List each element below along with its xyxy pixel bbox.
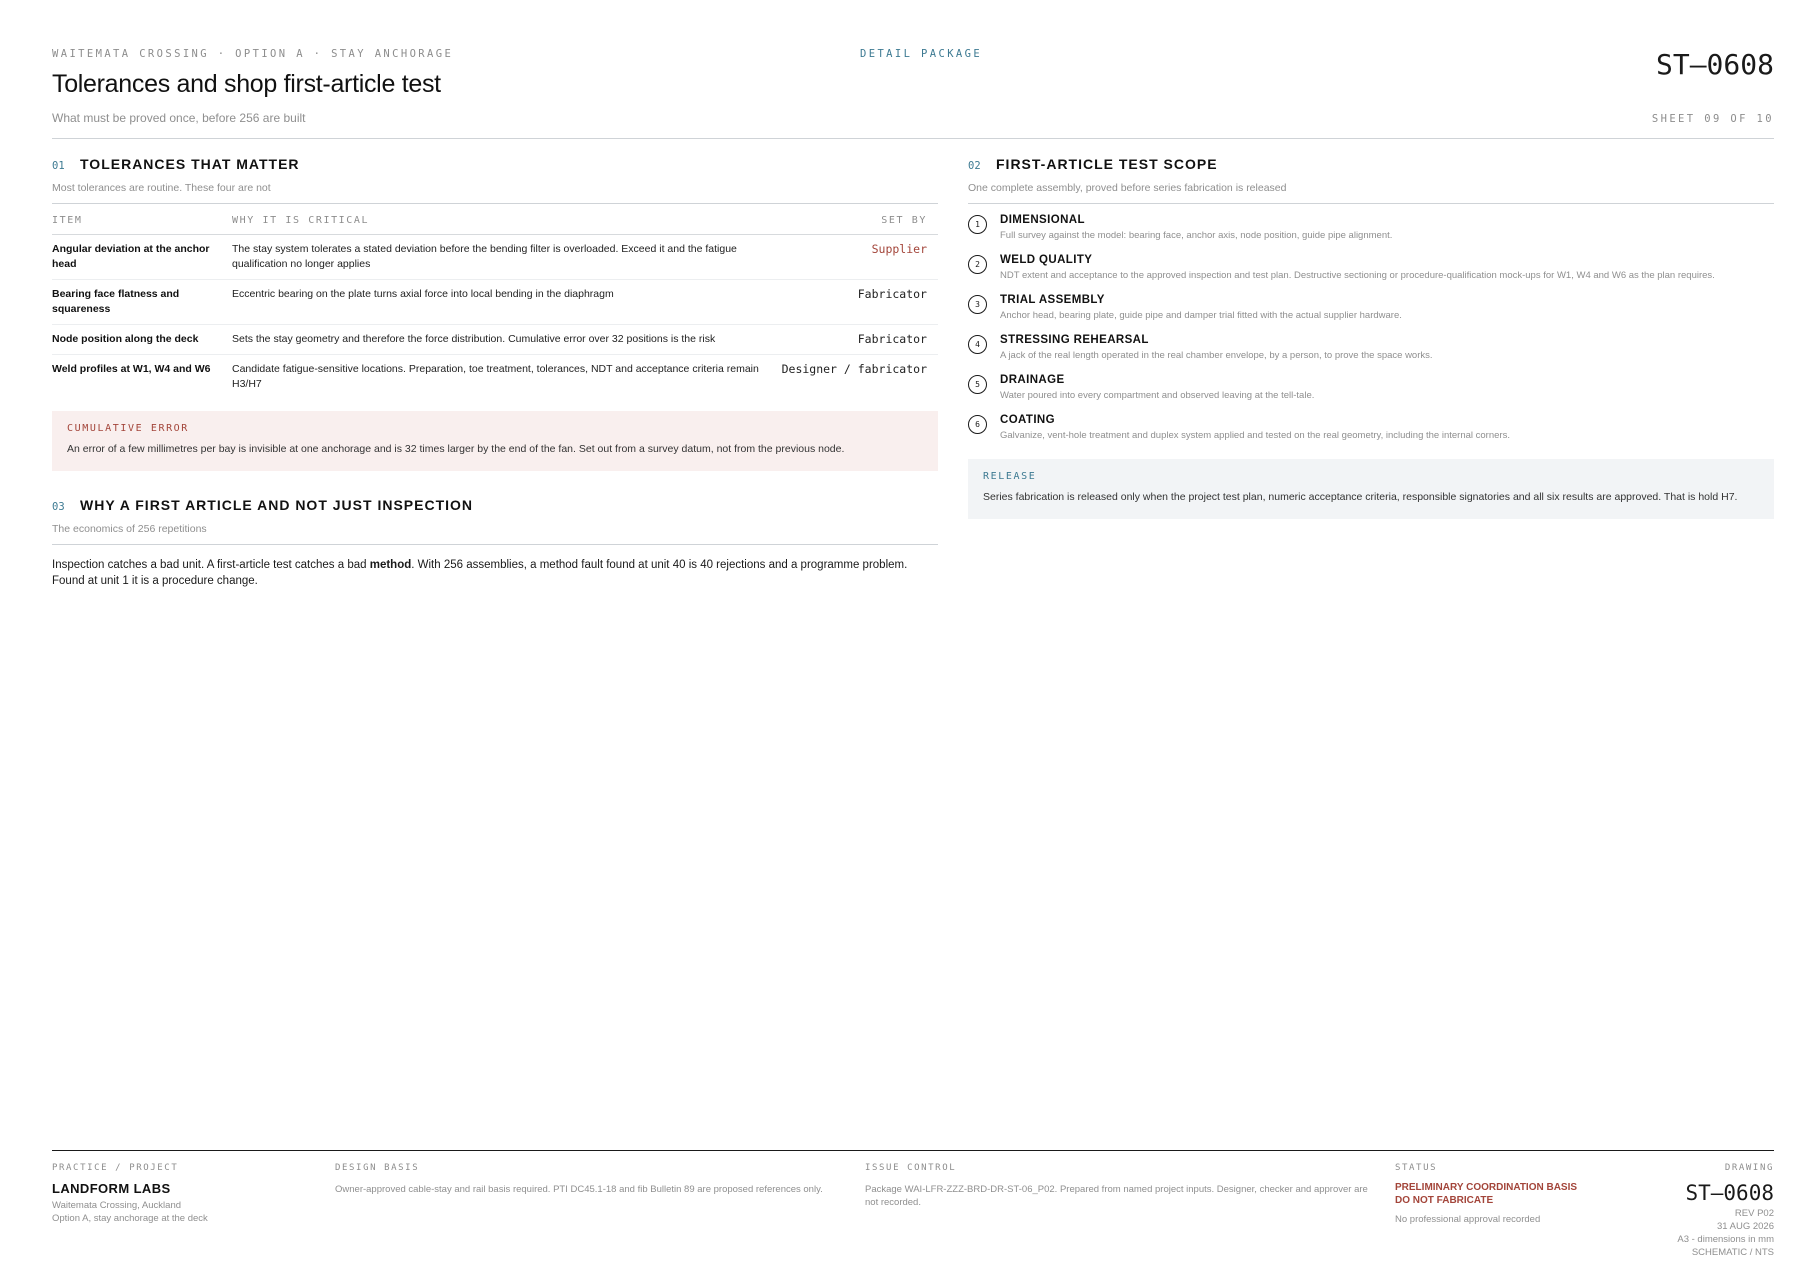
drawing-scale: SCHEMATIC / NTS (1691, 1247, 1774, 1258)
drawing-number: ST–0608 (1685, 1181, 1774, 1205)
drawing-label: DRAWING (1724, 1163, 1774, 1173)
issue-control-block (865, 1163, 1375, 1209)
issue-date: 31 AUG 2026 (1716, 1221, 1774, 1232)
section-title: FIRST-ARTICLE TEST SCOPE (996, 156, 1218, 172)
test-description: Galvanize, vent-hole treatment and duplex system applied and tested on the real geometry, including the internal corners. (1000, 430, 1510, 441)
tolerances-table (52, 204, 938, 399)
left-column (52, 156, 938, 589)
status-note: No professional approval recorded (1395, 1214, 1541, 1225)
section-title: TOLERANCES THAT MATTER (80, 156, 300, 172)
design-basis-block (335, 1163, 835, 1196)
step-number-badge: 3 (968, 295, 987, 314)
callout-label: CUMULATIVE ERROR (67, 423, 189, 434)
callout-text: Series fabrication is released only when the project test plan, numeric acceptance criteria, responsible signatories and all six results are approved. That is hold H7. (983, 491, 1738, 503)
row-why: Eccentric bearing on the plate turns axial force into local bending in the diaphragm (232, 280, 782, 325)
status-warning: DO NOT FABRICATE (1395, 1195, 1494, 1206)
list-item (968, 414, 1774, 454)
title-block (52, 1150, 1774, 1261)
step-number-badge: 1 (968, 215, 987, 234)
row-item: Weld profiles at W1, W4 and W6 (52, 363, 211, 375)
section-tolerances (52, 156, 938, 471)
section-first-article-why (52, 497, 938, 589)
step-number-badge: 5 (968, 375, 987, 394)
test-description: Anchor head, bearing plate, guide pipe and damper trial fitted with the actual supplier hardware. (1000, 310, 1402, 321)
list-item (968, 374, 1774, 414)
table-row (52, 355, 938, 400)
table-row (52, 325, 938, 355)
issue-control-label: ISSUE CONTROL (865, 1163, 957, 1173)
list-item (968, 214, 1774, 254)
section-subtitle: Most tolerances are routine. These four are not (52, 182, 938, 204)
test-description: NDT extent and acceptance to the approved inspection and test plan. Destructive sectioning or procedure-qualification mock-ups for W1, W4 and W6 as the plan requires. (1000, 270, 1715, 281)
page-title: Tolerances and shop first-article test (52, 70, 441, 98)
table-header-row (52, 204, 938, 235)
test-description: Water poured into every compartment and observed leaving at the tell-tale. (1000, 390, 1315, 401)
page-subtitle: What must be proved once, before 256 are built (52, 111, 306, 125)
sheet-size: A3 - dimensions in mm (1677, 1234, 1774, 1245)
row-why: The stay system tolerates a stated deviation before the bending filter is overloaded. Exceed it and the fatigue qualification no longer applies (232, 235, 782, 280)
status-block (1395, 1163, 1625, 1226)
test-title: COATING (1000, 414, 1055, 426)
test-title: STRESSING REHEARSAL (1000, 334, 1149, 346)
column-header-item: ITEM (52, 204, 232, 235)
practice-location: Waitemata Crossing, Auckland (52, 1200, 182, 1211)
drawing-block (1614, 1163, 1774, 1259)
row-why: Candidate fatigue-sensitive locations. Preparation, toe treatment, tolerances, NDT and acceptance criteria remain H3/H7 (232, 363, 759, 390)
row-set-by: Fabricator (782, 280, 938, 325)
section-body (52, 557, 938, 589)
body-emphasis: method (369, 559, 412, 571)
table-row (52, 235, 938, 280)
list-item-body (1000, 374, 1314, 414)
row-set-by: Fabricator (782, 325, 938, 355)
section-subtitle: One complete assembly, proved before series fabrication is released (968, 182, 1774, 204)
row-item: Angular deviation at the anchor head (52, 235, 232, 280)
project-eyebrow: WAITEMATA CROSSING · OPTION A · STAY ANCHORAGE (52, 48, 454, 60)
list-item-body (1000, 214, 1392, 254)
test-title: DIMENSIONAL (1000, 214, 1085, 226)
column-header-why: WHY IT IS CRITICAL (232, 204, 782, 235)
test-description: Full survey against the model: bearing face, anchor axis, node position, guide pipe alignment. (1000, 230, 1393, 241)
body-text-start: Inspection catches a bad unit. A first-article test catches a bad (52, 559, 370, 571)
test-description: A jack of the real length operated in the real chamber envelope, by a person, to prove the space works. (1000, 350, 1433, 361)
list-item-body (1000, 294, 1402, 334)
section-heading (52, 156, 938, 176)
table-row (52, 280, 938, 325)
release-callout (968, 459, 1774, 519)
revision: REV P02 (1734, 1208, 1774, 1219)
section-heading (968, 156, 1774, 176)
status-label: STATUS (1395, 1163, 1438, 1173)
cumulative-error-callout (52, 411, 938, 471)
sheet-counter: SHEET 09 OF 10 (1651, 113, 1774, 125)
row-item: Bearing face flatness and squareness (52, 280, 232, 325)
issue-control-text: Package WAI-LFR-ZZZ-BRD-DR-ST-06_P02. Prepared from named project inputs. Designer, checker and approver are not recorded. (865, 1184, 1368, 1208)
list-item (968, 254, 1774, 294)
document-number: ST–0608 (1655, 48, 1774, 81)
row-item: Node position along the deck (52, 325, 232, 355)
practice-block (52, 1163, 312, 1225)
section-number: 02 (968, 160, 981, 172)
section-heading (52, 497, 938, 517)
section-subtitle: The economics of 256 repetitions (52, 523, 938, 545)
section-number: 03 (52, 501, 65, 513)
list-item (968, 334, 1774, 374)
step-number-badge: 4 (968, 335, 987, 354)
section-title: WHY A FIRST ARTICLE AND NOT JUST INSPECTION (80, 497, 474, 513)
design-basis-text: Owner-approved cable-stay and rail basis required. PTI DC45.1-18 and fib Bulletin 89 are proposed references only. (335, 1184, 823, 1195)
drawing-sheet (52, 0, 1774, 1287)
test-title: TRIAL ASSEMBLY (1000, 294, 1105, 306)
list-item-body (1000, 334, 1433, 374)
row-set-by: Designer / fabricator (781, 362, 927, 376)
sheet-header (52, 0, 1774, 139)
test-scope-list (968, 214, 1774, 454)
practice-label: PRACTICE / PROJECT (52, 1163, 179, 1173)
step-number-badge: 6 (968, 415, 987, 434)
section-number: 01 (52, 160, 65, 172)
callout-label: RELEASE (983, 471, 1037, 482)
step-number-badge: 2 (968, 255, 987, 274)
list-item-body (1000, 254, 1715, 294)
practice-name: LANDFORM LABS (52, 1181, 171, 1196)
row-set-by: Supplier (782, 235, 938, 280)
callout-text: An error of a few millimetres per bay is invisible at one anchorage and is 32 times larger by the end of the fan. Set out from a survey datum, not from the previous node. (67, 443, 845, 455)
list-item-body (1000, 414, 1510, 454)
right-column (968, 156, 1774, 519)
practice-project: Option A, stay anchorage at the deck (52, 1213, 208, 1224)
test-title: WELD QUALITY (1000, 254, 1093, 266)
column-header-set-by: SET BY (782, 204, 938, 235)
body-text-end: . With 256 assemblies, a method fault found at unit 40 is 40 rejections and a programme problem. Found at unit 1 it is a procedure change. (52, 559, 908, 587)
row-why: Sets the stay geometry and therefore the force distribution. Cumulative error over 32 positions is the risk (232, 325, 782, 355)
design-basis-label: DESIGN BASIS (335, 1163, 420, 1173)
test-title: DRAINAGE (1000, 374, 1065, 386)
status-basis: PRELIMINARY COORDINATION BASIS (1395, 1182, 1578, 1193)
list-item (968, 294, 1774, 334)
package-label: DETAIL PACKAGE (860, 48, 983, 60)
